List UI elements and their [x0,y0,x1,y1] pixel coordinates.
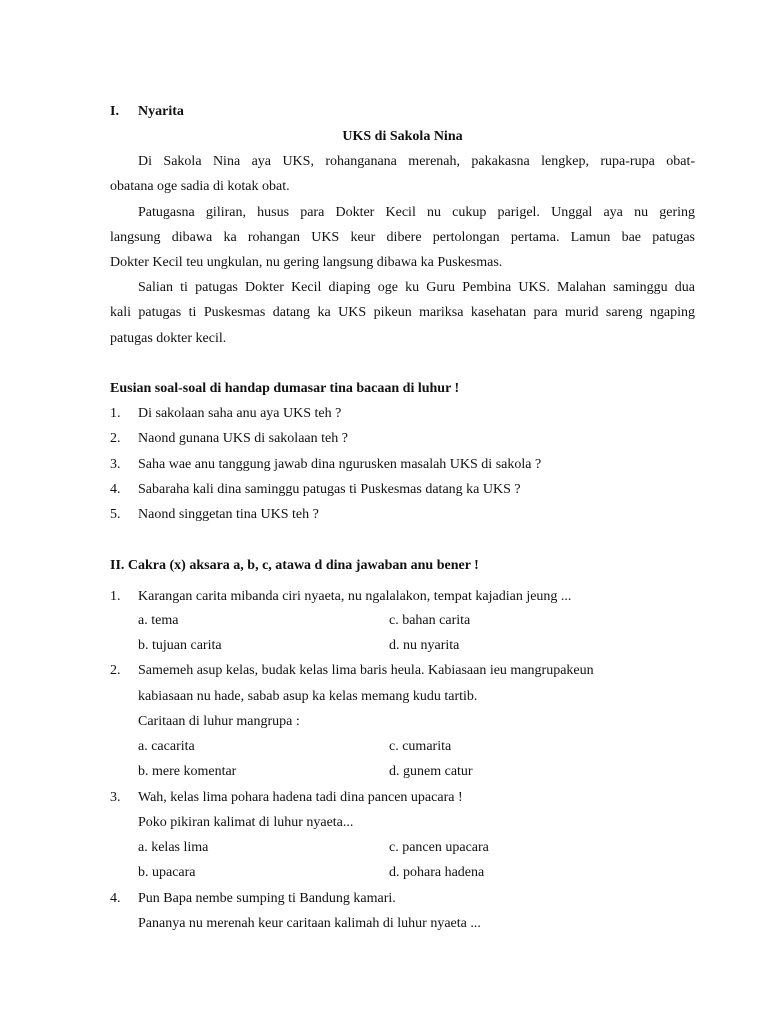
mc-option: d. nu nyarita [389,638,460,653]
question-text: Di sakolaan saha anu aya UKS teh ? [138,406,342,421]
mc-option: c. bahan carita [389,613,471,628]
mc-question-line: Karangan carita mibanda ciri nyaeta, nu ngalalakon, tempat kajadian jeung ... [138,589,572,604]
mc-number: 4. [110,891,121,906]
mc-number: 1. [110,589,121,604]
question-number: 3. [110,457,121,472]
story-title: UKS di Sakola Nina [342,129,463,144]
question-number: 4. [110,482,121,497]
mc-option: b. upacara [138,865,196,880]
story-line: langsung dibawa ka rohangan UKS keur dibere pertolongan pertama. Lamun bae patugas [110,230,695,245]
story-line: Dokter Kecil teu ungkulan, nu gering langsung dibawa ka Puskesmas. [110,255,503,270]
mc-question-line: Wah, kelas lima pohara hadena tadi dina pancen upacara ! [138,790,463,805]
mc-question-line: Samemeh asup kelas, budak kelas lima baris heula. Kabiasaan ieu mangrupakeun [138,663,594,678]
mc-option: a. kelas lima [138,840,209,855]
question-text: Naond singgetan tina UKS teh ? [138,507,319,522]
mc-option: c. cumarita [389,739,452,754]
mc-option: d. gunem catur [389,764,473,779]
questions-instruction: Eusian soal-soal di handap dumasar tina bacaan di luhur ! [110,381,460,396]
question-number: 1. [110,406,121,421]
mc-question-line: Caritaan di luhur mangrupa : [138,714,300,729]
mc-option: d. pohara hadena [389,865,485,880]
mc-question-line: Pananya nu merenah keur caritaan kalimah di luhur nyaeta ... [138,916,481,931]
story-line: kali patugas ti Puskesmas datang ka UKS pikeun mariksa kasehatan para murid sareng ngaping [110,305,695,320]
story-line: Patugasna giliran, husus para Dokter Kecil nu cukup parigel. Unggal aya nu gering [138,205,695,220]
mc-option: b. mere komentar [138,764,237,779]
mc-option: a. tema [138,613,179,628]
question-number: 2. [110,431,121,446]
story-line: Salian ti patugas Dokter Kecil diaping oge ku Guru Pembina UKS. Malahan saminggu dua [138,280,695,295]
question-text: Sabaraha kali dina saminggu patugas ti Puskesmas datang ka UKS ? [138,482,521,497]
story-line: patugas dokter kecil. [110,331,227,346]
section1-number: I. [110,104,119,119]
mc-question-line: Poko pikiran kalimat di luhur nyaeta... [138,815,354,830]
mc-question-line: Pun Bapa nembe sumping ti Bandung kamari. [138,891,396,906]
mc-option: a. cacarita [138,739,195,754]
section1-title: Nyarita [138,104,184,119]
story-line: obatana oge sadia di kotak obat. [110,179,290,194]
mc-question-line: kabiasaan nu hade, sabab asup ka kelas memang kudu tartib. [138,689,478,704]
mc-number: 2. [110,663,121,678]
question-text: Naond gunana UKS di sakolaan teh ? [138,431,348,446]
mc-number: 3. [110,790,121,805]
mc-option: b. tujuan carita [138,638,222,653]
section2-title: II. Cakra (x) aksara a, b, c, atawa d dina jawaban anu bener ! [110,558,479,573]
mc-option: c. pancen upacara [389,840,489,855]
question-number: 5. [110,507,121,522]
question-text: Saha wae anu tanggung jawab dina ngurusken masalah UKS di sakola ? [138,457,542,472]
story-line: Di Sakola Nina aya UKS, rohanganana merenah, pakakasna lengkep, rupa-rupa obat- [138,154,695,169]
